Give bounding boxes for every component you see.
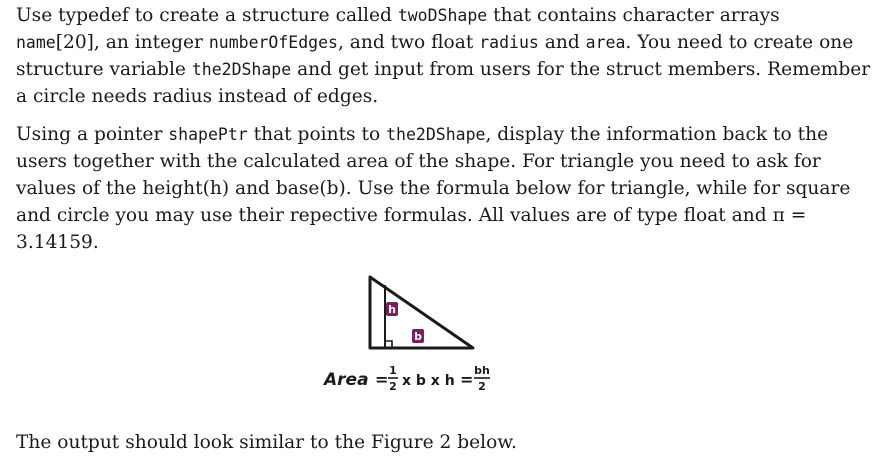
formula-multiplication: x b x h (402, 373, 455, 389)
instruction-paragraph-3 (16, 429, 878, 456)
code-shapeptr: shapePtr (168, 125, 248, 144)
height-label: h (388, 303, 396, 316)
code-twodshape: twoDShape (397, 6, 488, 25)
formula-equals-2: = (460, 370, 474, 389)
base-label: b (414, 330, 422, 343)
pi-value: π = 3.14159. (16, 205, 807, 253)
formula-half-numerator: 1 (389, 364, 397, 377)
formula-equals-1: = (375, 370, 389, 389)
p2-text-3: , display the information back to the users together with the calculated area of the shape. For triangle you need to ask for values of the height(h) and base(b). Use the formula below for triangle, while for square and circle you may use their repective formulas. All values are of type float and (16, 124, 851, 226)
instruction-paragraph-2 (16, 121, 878, 256)
code-numberofedges: numberOfEdges (208, 33, 338, 52)
p2-text-2: that points to (247, 124, 387, 145)
p1-text-5: and (538, 32, 586, 53)
p1-text-1: Use typedef to create a structure called (16, 5, 398, 26)
formula-area: Area (324, 370, 369, 390)
triangle-area-figure (300, 265, 560, 425)
p1-text-6: . You need to create one structure variable (16, 32, 854, 80)
formula-half-denominator: 2 (389, 380, 397, 393)
formula-fraction-numerator: bh (474, 364, 490, 377)
code-the2dshape: the2DShape (191, 60, 292, 79)
code-radius: radius (479, 33, 539, 52)
p1-text-7: and get input from users for the struct members. Remember a circle needs radius instead of edges. (16, 59, 871, 107)
p1-text-4: , and two float (337, 32, 480, 53)
p1-text-2: that contains character arrays (487, 5, 780, 26)
code-name: name (16, 33, 56, 52)
formula-fraction-denominator: 2 (478, 380, 486, 393)
code-area: area (585, 33, 626, 52)
instruction-paragraph-1 (16, 2, 878, 110)
code-the2dshape-2: the2DShape (386, 125, 486, 144)
p2-text-1: Using a pointer (16, 124, 169, 145)
p3-text: The output should look similar to the Figure 2 below. (16, 432, 517, 453)
p1-text-3: [20], an integer (55, 32, 209, 53)
